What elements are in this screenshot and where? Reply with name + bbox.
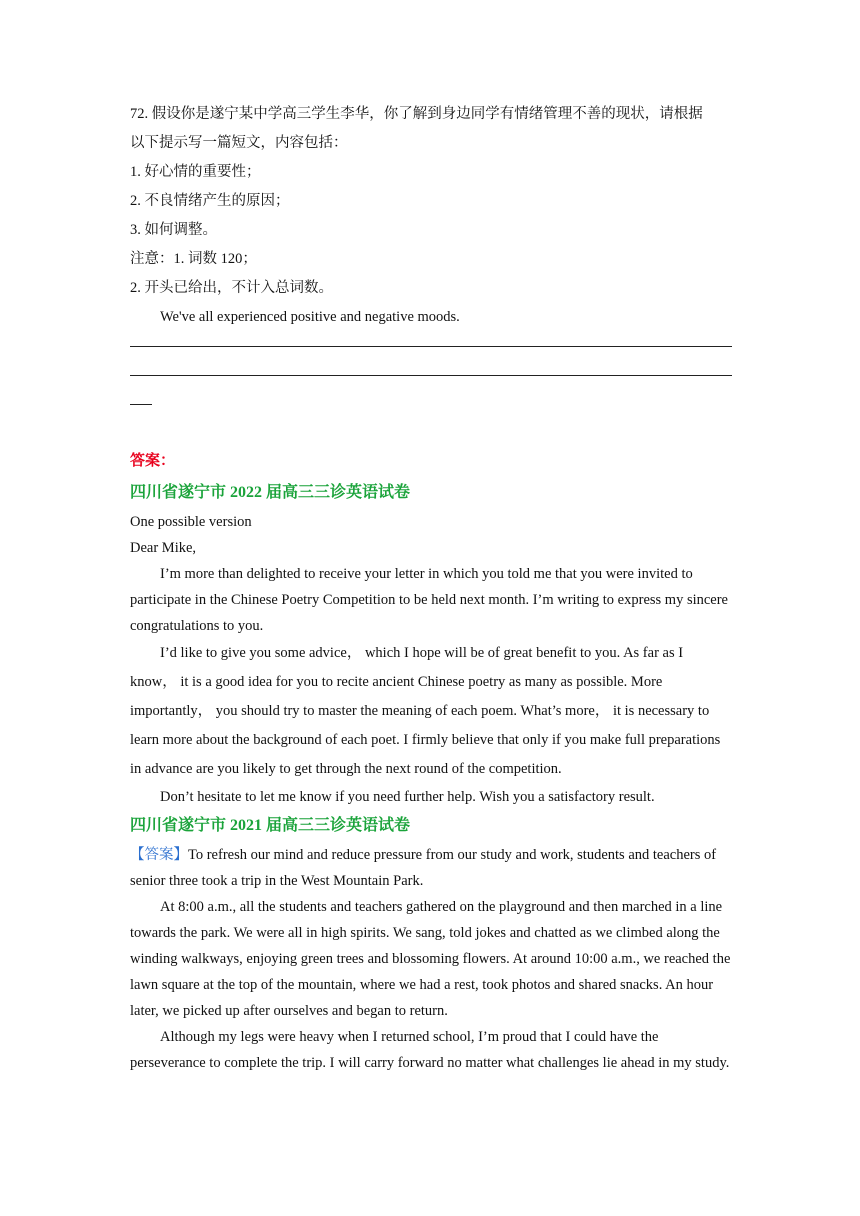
answer-blank-line-end bbox=[130, 390, 152, 405]
letter-paragraph-1: I’m more than delighted to receive your letter in which you told me that you were invited to participate in the Chinese Poetry Competition to be held next month. I’m writing to express my sincere congratulations to you. bbox=[130, 566, 728, 634]
essay-paragraph-1 bbox=[130, 842, 732, 894]
answer-blank-line bbox=[130, 361, 732, 376]
essay-paragraph-1-text: To refresh our mind and reduce pressure from our study and work, students and teachers of senior three took a trip in the West Mountain Park. bbox=[130, 847, 717, 889]
letter-salutation: Dear Mike, bbox=[130, 540, 197, 556]
version-label: One possible version bbox=[130, 514, 252, 530]
essay-paragraph-3: Although my legs were heavy when I returned school, I’m proud that I could have the perseverance to complete the trip. I will carry forward no matter what challenges lie ahead in my study. bbox=[130, 1029, 730, 1071]
question-prompt-line1: 72. 假设你是遂宁某中学高三学生李华，你了解到身边同学有情绪管理不善的现状，请根据 bbox=[130, 106, 703, 122]
section-heading-2022: 四川省遂宁市 2022 届高三三诊英语试卷 bbox=[130, 484, 411, 501]
answer-blank-line bbox=[130, 332, 732, 347]
essay-opening: We've all experienced positive and negative moods. bbox=[160, 309, 460, 325]
question-note-1: 注意：1. 词数 120； bbox=[130, 251, 257, 267]
letter-paragraph-3: Don’t hesitate to let me know if you need further help. Wish you a satisfactory result. bbox=[160, 789, 655, 805]
section-heading-2021: 四川省遂宁市 2021 届高三三诊英语试卷 bbox=[130, 817, 411, 834]
letter-paragraph-2: I’d like to give you some advice， which I hope will be of great benefit to you. As far as I know， it is a good idea for you to recite ancient Chinese poetry as many as possible. More importantly， you should try to master the meaning of each poem. What’s more， it is necessary to learn more about the background of each poet. I firmly believe that only if you make full preparations in advance are you likely to get through the next round of the competition. bbox=[130, 645, 721, 777]
question-point-1: 1. 好心情的重要性； bbox=[130, 164, 261, 180]
question-note-2: 2. 开头已给出，不计入总词数。 bbox=[130, 280, 333, 296]
question-prompt-line2: 以下提示写一篇短文，内容包括： bbox=[130, 135, 348, 151]
answer-label: 答案： bbox=[130, 453, 176, 469]
question-point-3: 3. 如何调整。 bbox=[130, 222, 217, 238]
question-point-2: 2. 不良情绪产生的原因； bbox=[130, 193, 290, 209]
answer-tag: 【答案】 bbox=[130, 847, 188, 863]
essay-paragraph-2: At 8:00 a.m., all the students and teachers gathered on the playground and then marched in a line towards the park. We were all in high spirits. We sang, told jokes and chatted as we climbed along the winding walkways, enjoying green trees and blossoming flowers. At around 10:00 a.m., we reached the lawn square at the top of the mountain, where we had a rest, took photos and shared snacks. An hour later, we picked up after ourselves and began to return. bbox=[130, 899, 731, 1019]
document-page bbox=[130, 100, 732, 1076]
